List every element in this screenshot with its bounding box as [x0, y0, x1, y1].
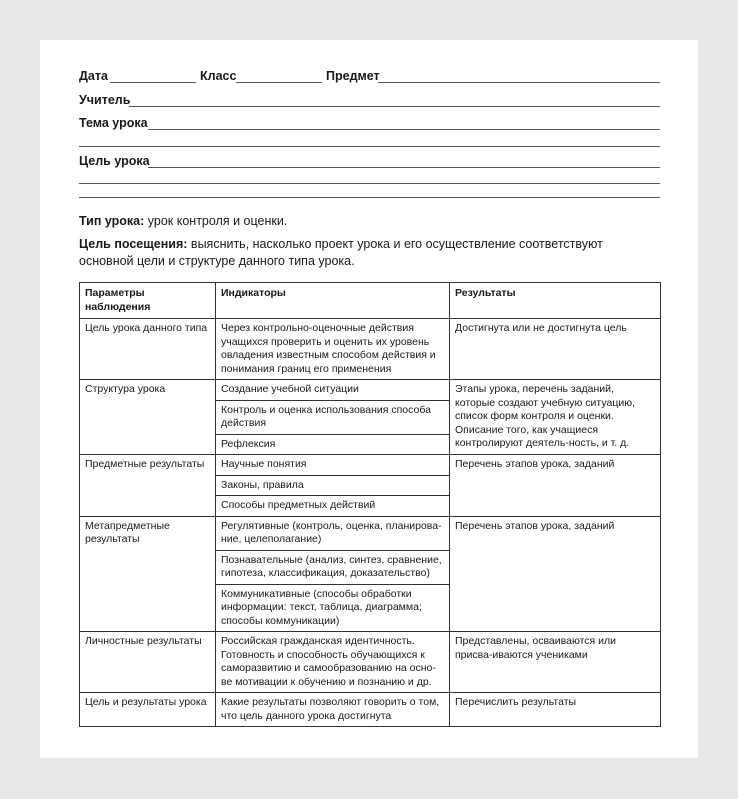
- goal-field-line[interactable]: [148, 167, 660, 168]
- teacher-label: Учитель: [79, 93, 131, 107]
- indicator-cell: Через контрольно-оценочные действия учащихся проверить и оценить их уровень овладения известным способом действия и понимания границ его применения: [216, 319, 450, 380]
- lesson-type: [79, 213, 660, 230]
- indicator-cell: Научные понятия: [216, 455, 450, 476]
- header-indicators: Индикаторы: [216, 283, 450, 319]
- topic-label: Тема урока: [79, 116, 148, 130]
- result-cell: Достигнута или не достигнута цель: [450, 319, 661, 380]
- indicator-cell: Способы предметных действий: [216, 496, 450, 517]
- lesson-type-label: Тип урока:: [79, 214, 145, 228]
- indicator-cell: Законы, правила: [216, 475, 450, 496]
- table-row: [80, 516, 661, 550]
- table-row: [80, 632, 661, 693]
- param-cell: Предметные результаты: [80, 455, 216, 517]
- table-header-row: [80, 283, 661, 319]
- indicator-cell: Рефлексия: [216, 434, 450, 455]
- topic-field-line-2[interactable]: [79, 146, 660, 147]
- form-page: [40, 40, 698, 758]
- param-cell: Метапредметные результаты: [80, 516, 216, 632]
- result-cell: Перечислить результаты: [450, 693, 661, 727]
- table-row: [80, 380, 661, 401]
- table-row: [80, 319, 661, 380]
- subject-label: Предмет: [326, 69, 380, 83]
- subject-field-line[interactable]: [378, 82, 660, 83]
- goal-field-line-3[interactable]: [79, 197, 660, 198]
- visit-goal: [79, 236, 660, 270]
- indicator-cell: Какие результаты позволяют говорить о том, что цель данного урока достигнута: [216, 693, 450, 727]
- visit-goal-label: Цель посещения:: [79, 237, 188, 251]
- class-field-line[interactable]: [236, 82, 322, 83]
- observation-table: [79, 282, 661, 727]
- lesson-type-text: урок контроля и оценки.: [144, 214, 288, 228]
- result-cell: Представлены, осваиваются или присва-иваются учениками: [450, 632, 661, 693]
- goal-field-line-2[interactable]: [79, 183, 660, 184]
- indicator-cell: Коммуникативные (способы обработки информации: текст, таблица, диаграмма; способы коммуникации): [216, 584, 450, 632]
- indicator-cell: Создание учебной ситуации: [216, 380, 450, 401]
- header-results: Результаты: [450, 283, 661, 319]
- result-cell: Этапы урока, перечень заданий, которые создают учебную ситуацию, список форм контроля и оценки. Описание того, как учащиеся контролируют деятель-ность, и т. д.: [450, 380, 661, 455]
- teacher-field-line[interactable]: [129, 106, 660, 107]
- result-cell: Перечень этапов урока, заданий: [450, 455, 661, 517]
- date-field-line[interactable]: [110, 82, 196, 83]
- indicator-cell: Регулятивные (контроль, оценка, планирова-ние, целеполагание): [216, 516, 450, 550]
- visit-goal-text: выяснить, насколько проект урока и его осуществление соответствуют основной цели и структуре данного типа урока.: [79, 237, 603, 268]
- goal-label: Цель урока: [79, 154, 150, 168]
- topic-field-line[interactable]: [148, 129, 660, 130]
- table-row: [80, 455, 661, 476]
- class-label: Класс: [200, 69, 237, 83]
- param-cell: Личностные результаты: [80, 632, 216, 693]
- indicator-cell: Познавательные (анализ, синтез, сравнение, гипотеза, классификация, доказательство): [216, 550, 450, 584]
- param-cell: Цель урока данного типа: [80, 319, 216, 380]
- indicator-cell: Контроль и оценка использования способа действия: [216, 400, 450, 434]
- table-row: [80, 693, 661, 727]
- param-cell: Структура урока: [80, 380, 216, 455]
- indicator-cell: Российская гражданская идентичность. Готовность и способность обучающихся к саморазвитию и самообразованию на осно-ве мотивации к обучению и познанию и др.: [216, 632, 450, 693]
- date-label: Дата: [79, 69, 108, 83]
- header-params: Параметры наблюдения: [80, 283, 216, 319]
- param-cell: Цель и результаты урока: [80, 693, 216, 727]
- result-cell: Перечень этапов урока, заданий: [450, 516, 661, 632]
